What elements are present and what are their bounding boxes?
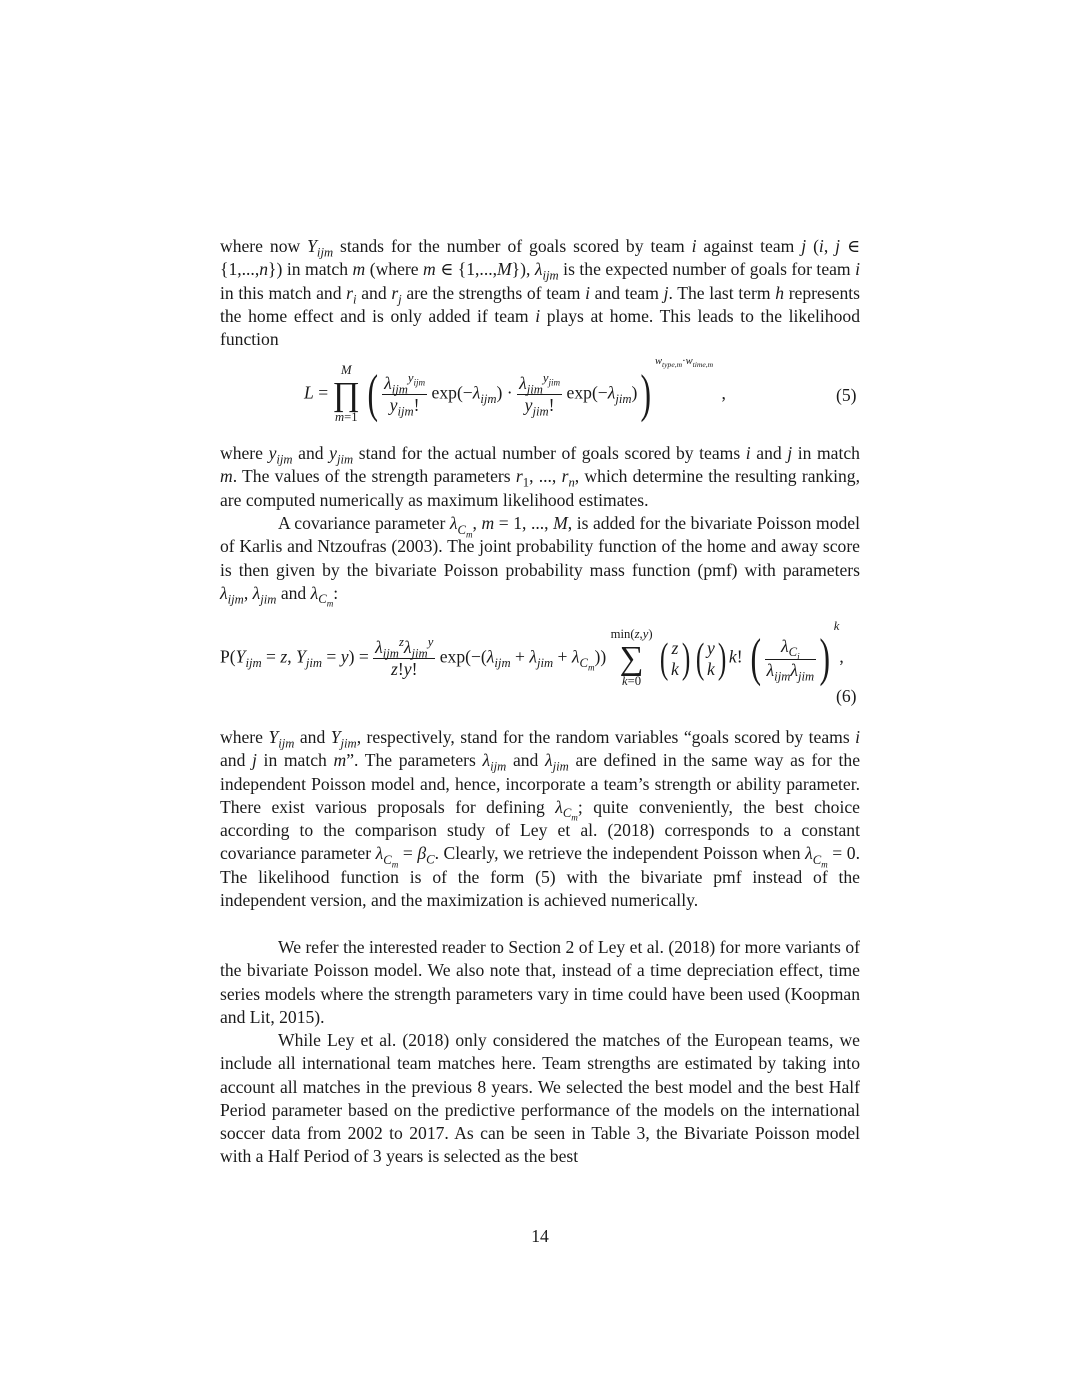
paragraph-5: We refer the interested reader to Section 2 of Ley et al. (2018) for more variants of the bivariate Poisson model. We also note that, instead of a time depreciation effect, time series models where the strength parameters vary in time could have been used (Koopman and Lit, 2015). — [220, 937, 860, 1027]
equation-6-number: (6) — [836, 686, 857, 706]
page-number: 14 — [531, 1226, 549, 1246]
paragraph-4: where $Y_{ijm}$ and $Y_{jim}$, respectively, stand for the random variables “goals scored by teams i and j in match m”. The parameters $\lambda_{ijm}$ and $\lambda_{jim}$ are defined in the same way as for the independent Poisson model and, hence, incorporate a team’s strength or ability parameter. There exist various proposals for defining $\lambda_{C_m}$; quite conveniently, the best choice according to the comparison study of Ley et al. (2018) corresponds to a constant covariance parameter $\lambda_{C_m} = \beta_C$. Clearly, we retrieve the independent Poisson when $\lambda_{C_m} = 0$. The likelihood function is of the form (5) with the bivariate pmf instead of the independent version, and the maximization is achieved numerically. — [220, 727, 861, 911]
paragraph-2: where $y_{ijm}$ and $y_{jim}$ stand for the actual number of goals scored by teams i and j in match m. The values of the strength parameters $r_1$, ..., $r_n$, which determine the resulting ranking, are computed numerically as maximum likelihood estimates. — [220, 443, 861, 510]
equation-6: $P(Y_{ijm} = z$, $Y_{jim} = y$) = $\frac{\lambda_{ijm}^z\lambda_{jim}^y}{z!y!}$ $\exp(-(\lambda_{ijm} + \lambda_{jim} + \lambda_{C_m}))$ min(z,y) ∑ k=0 ( z k ) ( y k ) k! ( $\frac{\lambda_{C_i}}{\lambda_{ijm}\lambda_{jim}}$ )$^k$, — [220, 618, 844, 689]
equation-5: L = M ∏ m=1 ( $\frac{\lambda_{ijm}^{y_{ijm}}}{y_{ijm}!}$ $\exp(-\lambda_{ijm})$ · $\frac{\lambda_{jim}^{y_{jim}}}{y_{jim}!}$ $\exp(-\lambda_{jim}))^{w_{type,m}\cdot w_{time,m}}$ , — [304, 355, 726, 425]
paragraph-3: A covariance parameter $\lambda_{C_m}$, m = 1, ..., M, is added for the bivariate Poisson model of Karlis and Ntzoufras (2003). The joint probability function of the home and away score is then given by the bivariate Poisson probability mass function (pmf) with parameters $\lambda_{ijm}$, $\lambda_{jim}$ and $\lambda_{C_m}$: — [220, 513, 861, 609]
equation-5-number: (5) — [836, 385, 857, 405]
paragraph-6: While Ley et al. (2018) only considered the matches of the European teams, we include all international team matches here. Team strengths are estimated by taking into account all matches in the previous 8 years. We selected the best model and the best Half Period parameter based on the predictive performance of the models on the international soccer data from 2002 to 2017. As can be seen in Table 3, the Bivariate Poisson model with a Half Period of 3 years is selected as the best — [220, 1030, 860, 1167]
paragraph-1: where now $Y_{ijm}$ stands for the number of goals scored by team i against team j (i, j ∈ {1,...,n}) in match m (where m ∈ {1,...,M}), $\lambda_{ijm}$ is the expected number of goals for team i in this match and $r_i$ and $r_j$ are the strengths of team i and team j. The last term h represents the home effect and is only added if team i plays at home. This leads to the likelihood function — [220, 236, 861, 350]
